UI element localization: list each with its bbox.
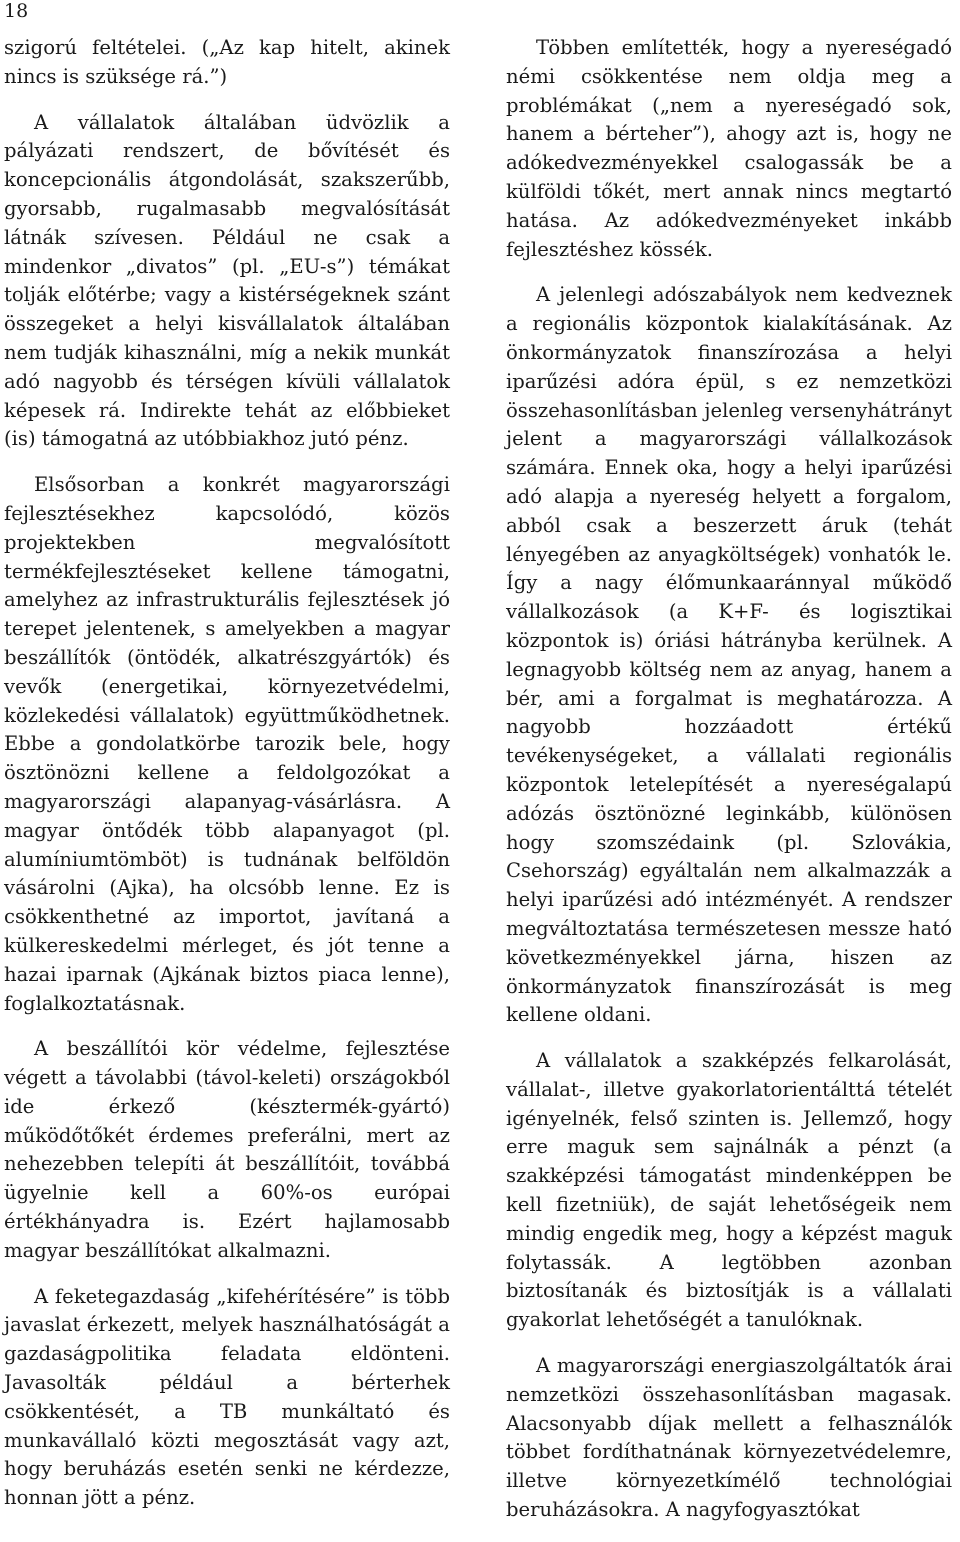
paragraph: A vállalatok a szakképzés felkarolását, vállalat-, illetve gyakorlatorientálttá tételét igényelnék, felső szinten is. Jellemző, hogy erre maguk sem sajnálnák a pénzt (a szakképzési támogatást mindenképpen be kell fizetniük), de saját lehetőségeik nem mindig engedik meg, hogy a képzést maguk folytassák. A legtöbben azonban biztosítanák és biztosítják is a vállalati gyakorlat lehetőségét a tanulóknak. <box>506 1049 952 1332</box>
paragraph: Többen említették, hogy a nyereségadó némi csökkentése nem oldja meg a problémákat („nem a nyereségadó sok, hanem a bérteher”), ahogy azt is, hogy ne adókedvezményekkel csalogassák be a külföldi tőkét, mert annak nincs megtartó hatása. Az adókedvezményeket inkább fejlesztéshez kössék. <box>506 36 952 261</box>
paragraph: A jelenlegi adószabályok nem kedveznek a regionális központok kialakításának. Az önkormányzatok finanszírozása a helyi iparűzési adóra épül, s ez nemzetközi összehasonlításban jelenleg versenyhátrányt jelent a magyarországi vállalkozások számára. Ennek oka, hogy a helyi iparűzési adó alapja a nyereség helyett a forgalom, abból csak a beszerzett áruk (tehát lényegében az anyagköltségek) vonhatók le. Így a nagy élőmunkaaránnyal működő vállalkozások (a K+F- és logisztikai központok is) óriási hátrányba kerülnek. A legnagyobb költség nem az anyag, hanem a bér, ami a forgalmat is meghatározza. A nagyobb hozzáadott értékű tevékenységeket, a vállalati regionális központok letelepítését a nyereségalapú adózás ösztönözné leginkább, különösen hogy szomszédaink (pl. Szlovákia, Csehország) egyáltalán nem alkalmazzák a helyi iparűzési adó intézményét. A rendszer megváltoztatása természetesen messze ható következményekkel járna, hiszen az önkormányzatok finanszírozását is meg kellene oldani. <box>506 283 952 1027</box>
paragraph: A beszállítói kör védelme, fejlesztése végett a távolabbi (távol-keleti) országokból ide érkező (késztermék-gyártó) működőtőkét érdemes preferálni, mert az nehezebben telepíti át beszállítóit, továbbá ügyelnie kell a 60%-os európai értékhányadra is. Ezért hajlamosabb magyar beszállítókat alkalmazni. <box>4 1037 450 1262</box>
paragraph: A feketegazdaság „kifehérítésére” is több javaslat érkezett, melyek használhatóságát a gazdaságpolitika feladata eldönteni. Javasolták például a bérterhek csökkentését, a TB munkáltató és munkavállaló közti megosztását vagy azt, hogy beruházás esetén senki ne kérdezze, honnan jött a pénz. <box>4 1284 450 1510</box>
paragraph: Elsősorban a konkrét magyarországi fejlesztésekhez kapcsolódó, közös projektekben megvalósított termékfejlesztéseket kellene támogatni, amelyhez az infrastrukturális fejlesztések jó terepet jelentenek, s amelyekben a magyar beszállítók (öntödék, alkatrészgyártók) és vevők (energetikai, környezetvédelmi, közlekedési vállalatok) együttműködhetnek. Ebbe a gondolatkörbe tarozik bele, hogy ösztönözni kellene a feldolgozókat a magyarországi alapanyag-vásárlásra. A magyar öntődék több alapanyagot (pl. alumíniumtömböt) is tudnának belföldön vásárolni (Ajka), ha olcsóbb lenne. Ez is csökkenthetné az importot, javítaná a külkereskedelmi mérleget, és jót tenne a hazai iparnak (Ajkának biztos piaca lenne), foglalkoztatásnak. <box>4 473 450 1015</box>
paragraph: A magyarországi energiaszolgáltatók árai nemzetközi összehasonlításban magasak. Alacsonyabb díjak mellett a felhasználók többet fordíthatnának környezetvédelemre, illetve környezetkímélő technológiai beruházásokra. A nagyfogyasztókat <box>506 1354 952 1522</box>
left-column <box>4 34 450 1530</box>
paragraph: A vállalatok általában üdvözlik a pályázati rendszert, de bővítését és koncepcionális átgondolását, szakszerűbb, gyorsabb, rugalmasabb megvalósítását látnák szívesen. Például ne csak a mindenkor „divatos” (pl. „EU-s”) témákat tolják előtérbe; vagy a kistérségeknek szánt összegeket a helyi kisvállalatok általában nem tudják kihasználni, míg a nekik munkát adó nagyobb és térségen kívüli vállalatok képesek rá. Indirekte tehát az előbbieket (is) támogatná az utóbbiakhoz jutó pénz. <box>4 110 450 451</box>
paragraph: szigorú feltételei. („Az kap hitelt, akinek nincs is szüksége rá.”) <box>4 36 450 88</box>
page-number: 18 <box>4 0 29 22</box>
right-column <box>506 34 952 1542</box>
